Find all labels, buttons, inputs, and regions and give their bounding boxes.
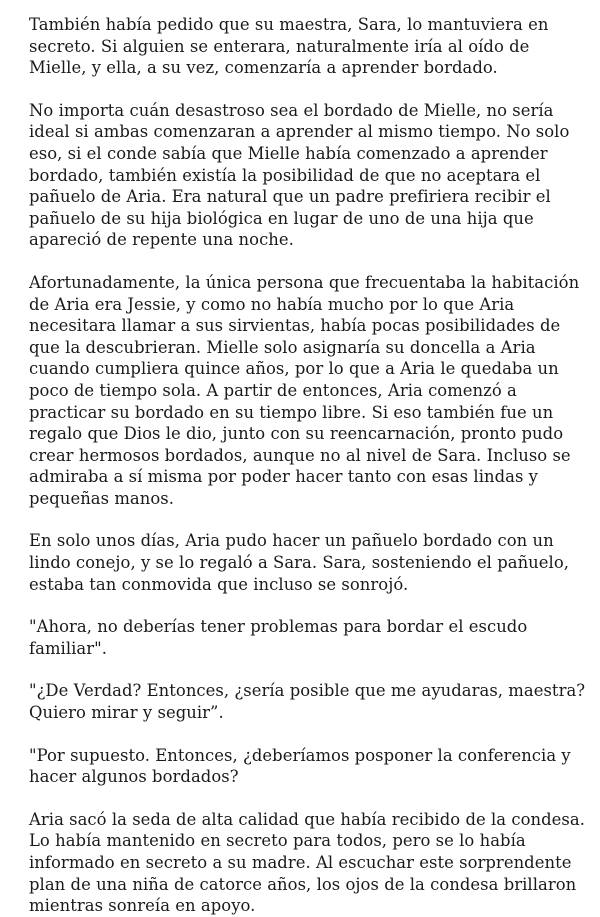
paragraph-3: Afortunadamente, la única persona que frecuentaba la habitación de Aria era Jessie, y como no había mucho por lo que Aria necesitara llamar a sus sirvientas, había pocas posibilidades de que la descubrieran. Mielle solo asignaría su doncella a Aria cuando cumpliera quince años, por lo que a Aria le quedaba un poco de tiempo sola. A partir de entonces, Aria comenzó a practicar su bordado en su tiempo libre. Si eso también fue un regalo que Dios le dio, junto con su reencarnación, pronto pudo crear hermosos bordados, aunque no al nivel de Sara. Incluso se admiraba a sí misma por poder hacer tanto con esas lindas y pequeñas manos. [29,272,580,508]
paragraph-5: "Ahora, no deberías tener problemas para bordar el escudo familiar". [29,617,528,658]
paragraph-8: Aria sacó la seda de alta calidad que había recibido de la condesa. Lo había mantenido en secreto para todos, pero se lo había informado en secreto a su madre. Al escuchar este sorprendente plan de una niña de catorce años, los ojos de la condesa brillaron mientras sonreía en apoyo. [29,809,585,916]
paragraph-7: "Por supuesto. Entonces, ¿deberíamos posponer la conferencia y hacer algunos bordados? [29,745,571,787]
paragraph-4: En solo unos días, Aria pudo hacer un pañuelo bordado con un lindo conejo, y se lo regaló a Sara. Sara, sosteniendo el pañuelo, estaba tan conmovida que incluso se sonrojó. [29,531,570,594]
paragraph-2: No importa cuán desastroso sea el bordado de Mielle, no sería ideal si ambas comenzaran a aprender al mismo tiempo. No solo eso, si el conde sabía que Mielle había comenzado a aprender bordado, también existía la posibilidad de que no aceptara el pañuelo de Aria. Era natural que un padre prefiriera recibir el pañuelo de su hija biológica en lugar de uno de una hija que apareció de repente una noche. [29,100,570,250]
paragraph-1: También había pedido que su maestra, Sara, lo mantuviera en secreto. Si alguien se enterara, naturalmente iría al oído de Mielle, y ella, a su vez, comenzaría a aprender bordado. [29,15,549,78]
paragraph-6: "¿De Verdad? Entonces, ¿sería posible que me ayudaras, maestra? Quiero mirar y seguir”. [29,681,586,723]
